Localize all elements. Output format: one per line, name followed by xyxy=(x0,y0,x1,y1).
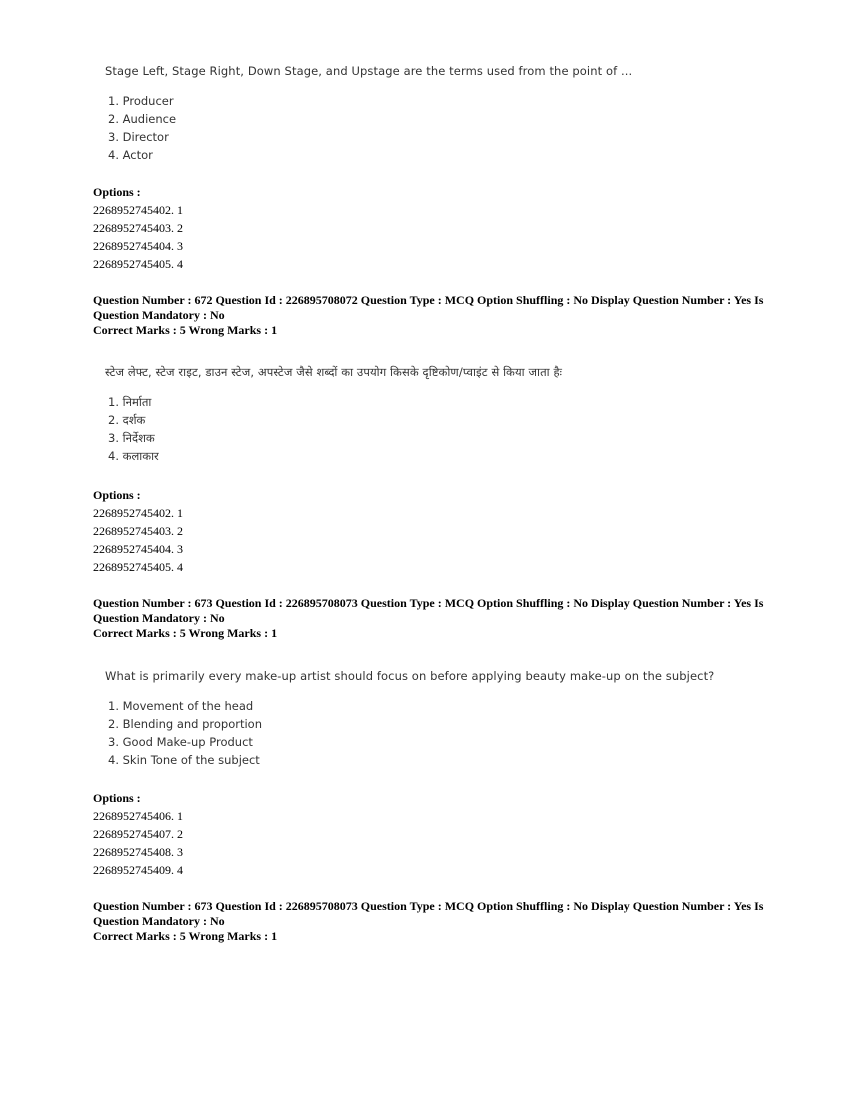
meta-line: Question Number : 673 Question Id : 226895708073 Question Type : MCQ Option Shuffling : No Display Question Number : Yes Is xyxy=(93,596,764,610)
answer-choices xyxy=(108,92,176,164)
options-label: Options : xyxy=(93,791,141,805)
question-text-hindi: स्टेज लेफ्ट, स्टेज राइट, डाउन स्टेज, अपस्टेज जैसे शब्दों का उपयोग किसके दृष्टिकोण/प्वाइंट से किया जाता हैः xyxy=(105,365,563,379)
choice-item: 2. दर्शक xyxy=(108,413,146,427)
question-meta-673-repeat xyxy=(93,899,763,944)
meta-line: Question Number : 673 Question Id : 226895708073 Question Type : MCQ Option Shuffling : No Display Question Number : Yes Is xyxy=(93,899,764,913)
question-text: What is primarily every make-up artist should focus on before applying beauty make-up on the subject? xyxy=(105,669,715,683)
option-row: 2268952745404. 3 xyxy=(93,239,183,253)
choice-item: 1. निर्माता xyxy=(108,395,152,409)
meta-line: Question Number : 672 Question Id : 226895708072 Question Type : MCQ Option Shuffling : No Display Question Number : Yes Is xyxy=(93,293,764,307)
options-list xyxy=(93,789,183,879)
options-list xyxy=(93,486,183,576)
choice-item: 3. Director xyxy=(108,130,169,144)
meta-line: Question Mandatory : No xyxy=(93,914,225,928)
choice-item: 4. कलाकार xyxy=(108,449,159,463)
meta-line: Correct Marks : 5 Wrong Marks : 1 xyxy=(93,626,278,640)
question-meta-672 xyxy=(93,293,763,338)
choice-item: 3. Good Make-up Product xyxy=(108,735,253,749)
choice-item: 4. Actor xyxy=(108,148,153,162)
option-row: 2268952745408. 3 xyxy=(93,845,183,859)
meta-line: Correct Marks : 5 Wrong Marks : 1 xyxy=(93,323,278,337)
choice-item: 3. निर्देशक xyxy=(108,431,155,445)
answer-choices xyxy=(108,393,159,465)
choice-item: 2. Audience xyxy=(108,112,177,126)
answer-choices xyxy=(108,697,262,769)
option-row: 2268952745407. 2 xyxy=(93,827,183,841)
choice-item: 1. Movement of the head xyxy=(108,699,254,713)
option-row: 2268952745402. 1 xyxy=(93,506,183,520)
option-row: 2268952745409. 4 xyxy=(93,863,183,877)
meta-line: Question Mandatory : No xyxy=(93,611,225,625)
question-text: Stage Left, Stage Right, Down Stage, and Upstage are the terms used from the point of ... xyxy=(105,64,633,78)
meta-line: Question Mandatory : No xyxy=(93,308,225,322)
choice-item: 1. Producer xyxy=(108,94,174,108)
option-row: 2268952745403. 2 xyxy=(93,221,183,235)
option-row: 2268952745405. 4 xyxy=(93,257,183,271)
meta-line: Correct Marks : 5 Wrong Marks : 1 xyxy=(93,929,278,943)
options-label: Options : xyxy=(93,488,141,502)
option-row: 2268952745406. 1 xyxy=(93,809,183,823)
option-row: 2268952745404. 3 xyxy=(93,542,183,556)
option-row: 2268952745402. 1 xyxy=(93,203,183,217)
options-list xyxy=(93,183,183,273)
choice-item: 2. Blending and proportion xyxy=(108,717,263,731)
option-row: 2268952745403. 2 xyxy=(93,524,183,538)
choice-item: 4. Skin Tone of the subject xyxy=(108,753,260,767)
option-row: 2268952745405. 4 xyxy=(93,560,183,574)
question-meta-673 xyxy=(93,596,763,641)
options-label: Options : xyxy=(93,185,141,199)
